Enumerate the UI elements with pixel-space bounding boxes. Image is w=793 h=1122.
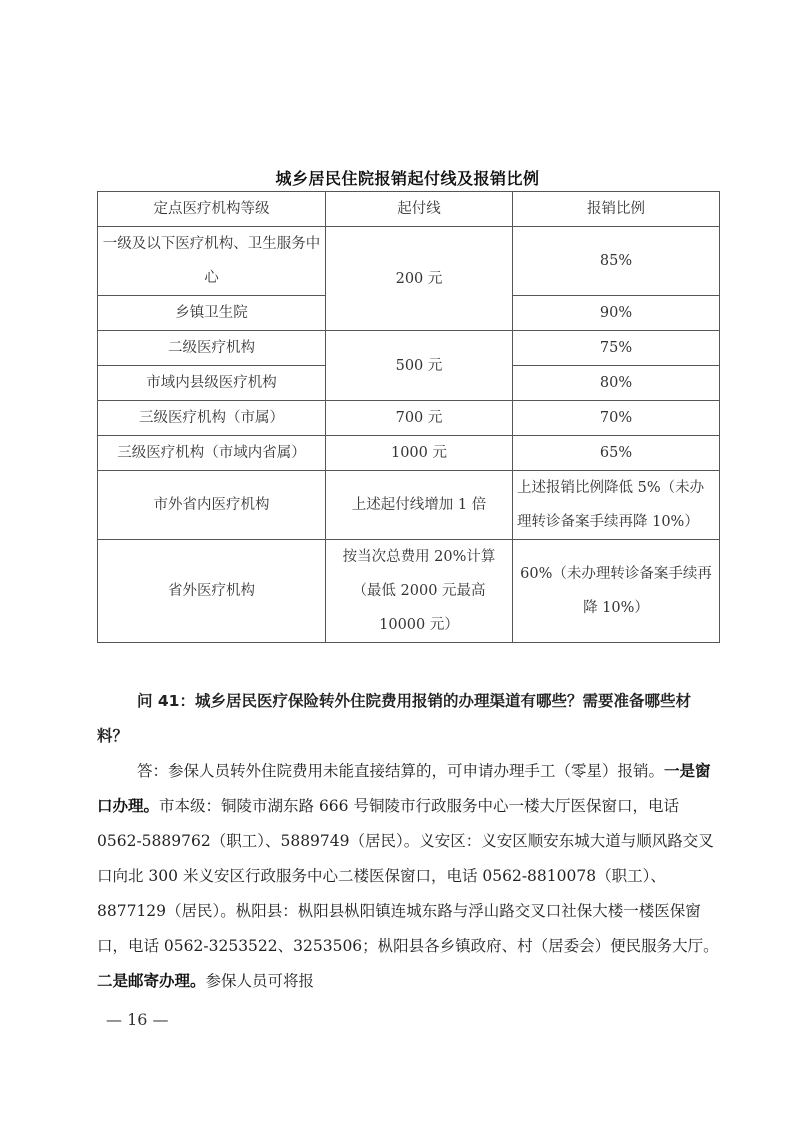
ratio-cell: 65% xyxy=(513,436,720,471)
table-row xyxy=(98,471,720,540)
level-cell: 市域内县级医疗机构 xyxy=(98,366,326,401)
answer-intro: 答：参保人员转外住院费用未能直接结算的，可申请办理手工（零星）报销。 xyxy=(137,762,665,780)
ratio-cell: 85% xyxy=(513,227,720,296)
threshold-cell: 700 元 xyxy=(326,401,513,436)
question-heading: 问 41：城乡居民医疗保险转外住院费用报销的办理渠道有哪些？需要准备哪些材料？ xyxy=(97,692,691,745)
threshold-cell: 上述起付线增加 1 倍 xyxy=(326,471,513,540)
table-header-row xyxy=(98,192,720,227)
table-row xyxy=(98,540,720,643)
level-cell: 三级医疗机构（市域内省属） xyxy=(98,436,326,471)
answer-paragraph xyxy=(97,754,719,999)
ratio-cell: 上述报销比例降低 5%（未办理转诊备案手续再降 10%） xyxy=(513,471,720,540)
answer-bold-mail: 二是邮寄办理。 xyxy=(97,972,206,990)
ratio-cell: 80% xyxy=(513,366,720,401)
level-cell: 二级医疗机构 xyxy=(98,331,326,366)
threshold-cell: 200 元 xyxy=(326,227,513,331)
table-row xyxy=(98,331,720,366)
level-cell: 乡镇卫生院 xyxy=(98,296,326,331)
threshold-cell: 1000 元 xyxy=(326,436,513,471)
ratio-cell: 70% xyxy=(513,401,720,436)
table-row xyxy=(98,436,720,471)
header-cell: 定点医疗机构等级 xyxy=(98,192,326,227)
threshold-cell: 按当次总费用 20%计算（最低 2000 元最高 10000 元） xyxy=(326,540,513,643)
table-row xyxy=(98,227,720,296)
answer-window-details: 市本级：铜陵市湖东路 666 号铜陵市行政服务中心一楼大厅医保窗口，电话 0562-5889762（职工）、5889749（居民）。义安区：义安区顺安东城大道与顺风路交叉口向北 300 米义安区行政服务中心二楼医保窗口，电话 0562-8810078（职工）、8877129（居民）。枞阳县：枞阳县枞阳镇连城东路与浮山路交叉口社保大楼一楼医保窗口，电话 0562-3253522、3253506；枞阳县各乡镇政府、村（居委会）便民服务大厅。 xyxy=(97,797,719,955)
page-number: — 16 — xyxy=(106,1010,169,1029)
header-cell: 报销比例 xyxy=(513,192,720,227)
answer-bold-window: 一是窗口办理。 xyxy=(97,762,711,815)
answer-mail-details: 参保人员可将报 xyxy=(205,972,315,990)
reimbursement-table xyxy=(97,191,720,643)
ratio-cell: 75% xyxy=(513,331,720,366)
table-title: 城乡居民住院报销起付线及报销比例 xyxy=(275,169,540,188)
ratio-cell: 90% xyxy=(513,296,720,331)
level-cell: 省外医疗机构 xyxy=(98,540,326,643)
ratio-cell: 60%（未办理转诊备案手续再降 10%） xyxy=(513,540,720,643)
level-cell: 市外省内医疗机构 xyxy=(98,471,326,540)
table-row xyxy=(98,401,720,436)
header-cell: 起付线 xyxy=(326,192,513,227)
level-cell: 一级及以下医疗机构、卫生服务中心 xyxy=(98,227,326,296)
threshold-cell: 500 元 xyxy=(326,331,513,401)
level-cell: 三级医疗机构（市属） xyxy=(98,401,326,436)
